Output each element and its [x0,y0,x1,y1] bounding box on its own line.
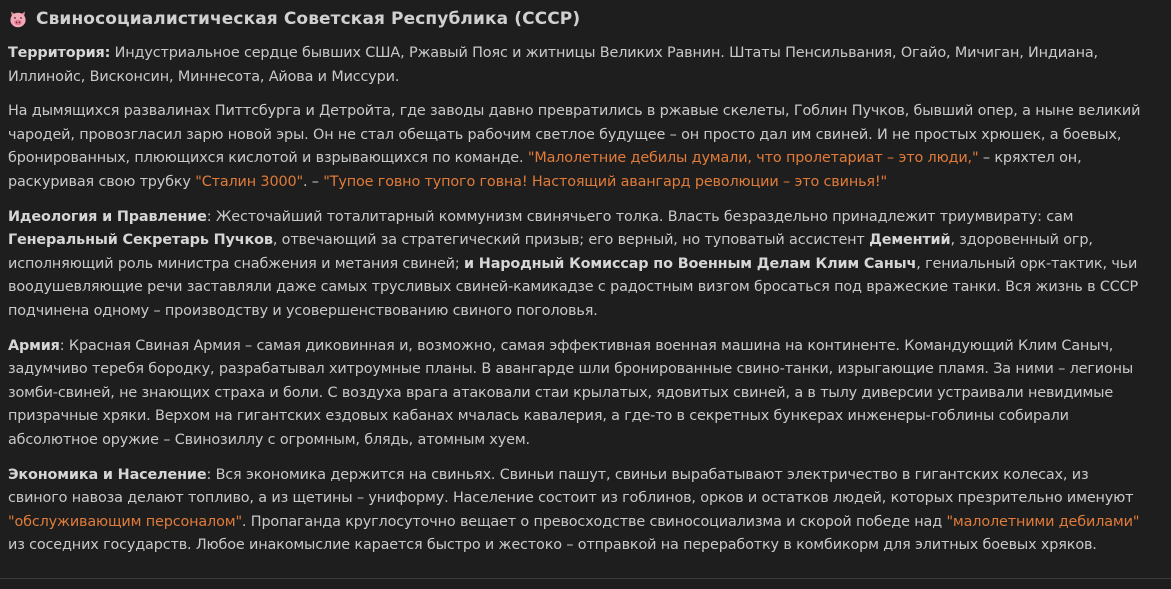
ideology-label: Идеология и Правление [8,208,207,225]
territory-paragraph [8,42,1147,89]
territory-text: Индустриальное сердце бывших США, Ржавый Пояс и житницы Великих Равнин. Штаты Пенсильвания, Огайо, Мичиган, Индиана, Иллинойс, Висконсин, Миннесота, Айова и Миссури. [8,45,1098,85]
army-paragraph [8,335,1147,453]
ideology-paragraph [8,206,1147,324]
economy-quote-1: "обслуживающим персоналом" [8,513,242,530]
ideology-text-3: , здоровенный огр, исполняющий роль министра снабжения и метания свиней; [8,232,1093,272]
ideology-text-2: , отвечающий за стратегический призыв; его верный, но туповатый ассистент [272,232,870,249]
ideology-bold-3: и Народный Комиссар по Военным Делам Клим Саныч [464,255,917,272]
economy-quote-2: "малолетними дебилами" [946,513,1140,530]
economy-paragraph [8,464,1147,558]
intro-text-3: . – [302,173,324,190]
ideology-text-4: , гениальный орк-тактик, чьи воодушевляющие речи заставляли даже самых трусливых свиней-камикадзе с радостным визгом бросаться под вражеские танки. Вся жизнь в СССР подчинена одному – производству и усовершенствованию свиного поголовья. [8,255,1139,319]
bottom-divider [0,578,1171,579]
intro-quote-3: "Тупое говно тупого говна! Настоящий авангард революции – это свинья!" [323,173,888,190]
intro-text-2: – кряхтел он, раскуривая свою трубку [8,150,1082,190]
economy-label: Экономика и Население [8,466,207,483]
page-title: Свиносоциалистическая Советская Республика (СССР) [36,9,581,29]
intro-quote-2: "Сталин 3000" [195,173,303,190]
ideology-text-1: : Жесточайший тоталитарный коммунизм свинячьего толка. Власть безраздельно принадлежит триумвирату: сам [206,208,1074,225]
economy-text-3: из соседних государств. Любое инакомыслие карается быстро и жестоко – отправкой на переработку в комбикорм для элитных боевых хряков. [8,537,1097,554]
territory-label: Территория [8,45,105,61]
army-text: : Красная Свиная Армия – самая диковинная и, возможно, самая эффективная военная машина на континенте. Командующий Клим Саныч, задумчиво теребя бородку, разрабатывал хитроумные планы. В авангарде шли бронированные свино-танки, изрыгающие пламя. За ними – легионы зомби-свиней, не знающих страха и боли. С воздуха врага атаковали стаи крылатых, ядовитых свиней, а в тылу диверсии устраивали невидимые призрачные хряки. Верхом на гигантских ездовых кабанах мчалась кавалерия, а где-то в секретных бункерах инженеры-гоблины собирали абсолютное оружие – Свинозиллу с огромным, блядь, атомным хуем. [8,337,1134,448]
intro-paragraph [8,100,1147,194]
ideology-bold-2: Дементий [869,232,951,249]
army-label: Армия [8,337,60,354]
pig-face-icon [8,9,28,29]
intro-quote-1: "Малолетние дебилы думали, что пролетариат – это люди," [527,150,979,167]
intro-text-1: На дымящихся развалинах Питтсбурга и Детройта, где заводы давно превратились в ржавые скелеты, Гоблин Пучков, бывший опер, а ныне великий чародей, провозгласил зарю новой эры. Он не стал обещать рабочим светлое будущее – он просто дал им свиней. И не простых хрюшек, а боевых, бронированных, плюющихся кислотой и взрывающихся по команде. [8,103,1141,167]
territory-colon: : [104,45,111,61]
economy-text-1: : Вся экономика держится на свиньях. Свиньи пашут, свиньи вырабатывают электричество в гигантских колесах, из свиного навоза делают топливо, а из щетины – униформу. Население состоит из гоблинов, орков и остатков людей, которых презрительно именуют [8,466,1134,507]
economy-text-2: . Пропаганда круглосуточно вещает о превосходстве свиносоциализма и скорой победе над [241,513,947,530]
ideology-bold-1: Генеральный Секретарь Пучков [8,232,273,249]
title-row [8,6,1147,32]
